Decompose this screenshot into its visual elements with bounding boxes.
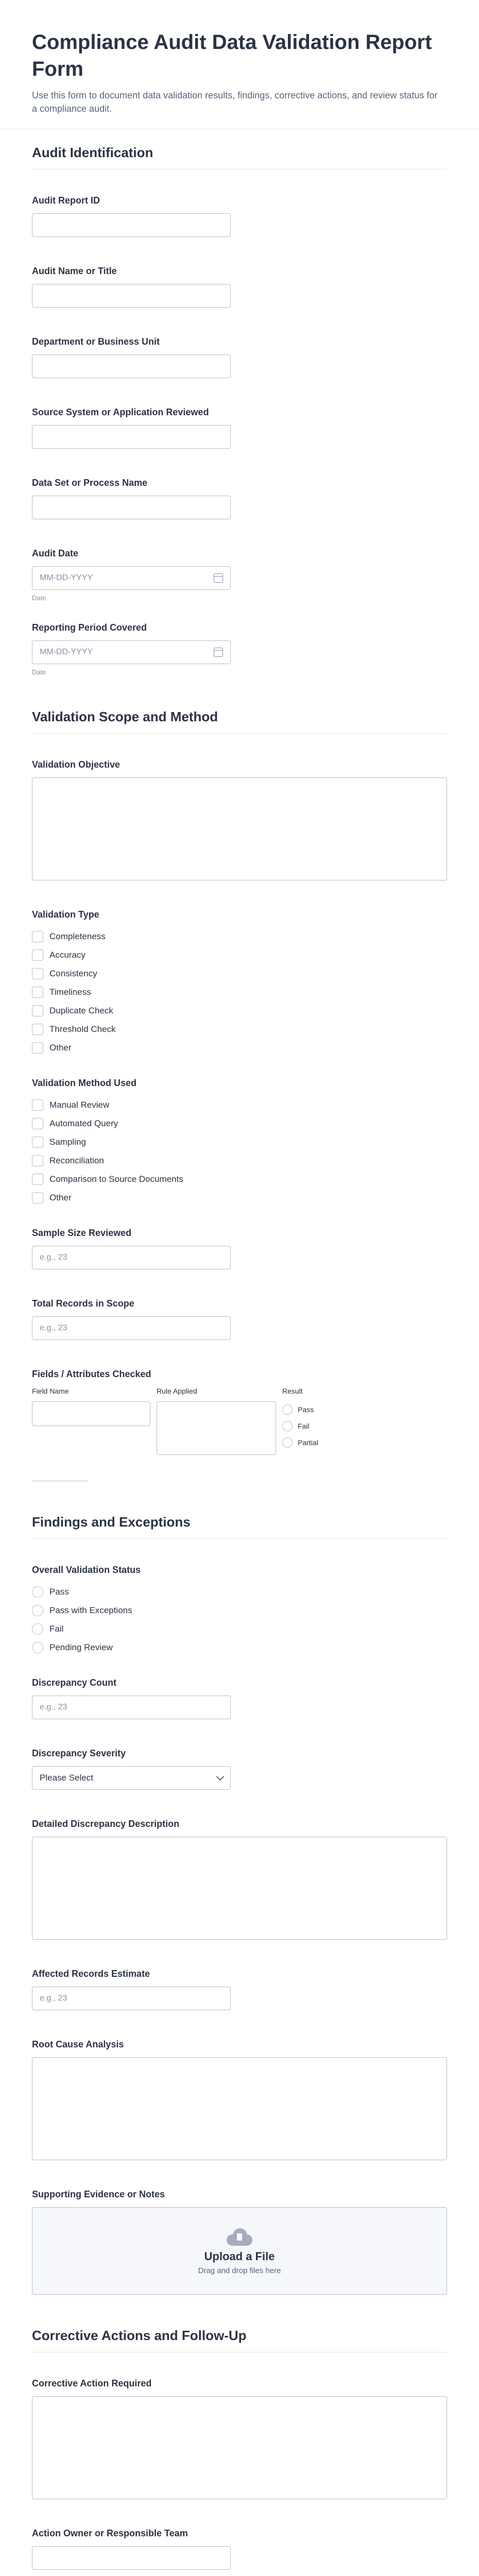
- affected-records-input[interactable]: [32, 1987, 231, 2010]
- field-label: Action Owner or Responsible Team: [32, 2528, 188, 2538]
- checkbox[interactable]: [32, 1174, 43, 1185]
- total-records-input[interactable]: [32, 1316, 231, 1340]
- input-placeholder: e.g., 23: [40, 1703, 67, 1711]
- objective-textarea[interactable]: [32, 777, 447, 880]
- discrepancy-count-input[interactable]: [32, 1696, 231, 1719]
- option-label: Sampling: [49, 1137, 86, 1147]
- owner-input[interactable]: [32, 2546, 231, 2570]
- validation-type-option[interactable]: [32, 927, 447, 946]
- audit-date-input[interactable]: [32, 566, 231, 590]
- option-label: Completeness: [49, 931, 106, 941]
- checkbox[interactable]: [32, 1155, 43, 1166]
- checkbox[interactable]: [32, 968, 43, 979]
- field-label: Total Records in Scope: [32, 1298, 134, 1309]
- action-required-textarea[interactable]: [32, 2396, 447, 2499]
- option-label: Other: [49, 1193, 72, 1202]
- fields-checked-table: [32, 1387, 447, 1455]
- radio[interactable]: [282, 1404, 293, 1415]
- file-upload-dropzone[interactable]: [32, 2207, 447, 2295]
- method-option[interactable]: [32, 1170, 447, 1189]
- option-label: Pass: [298, 1405, 314, 1414]
- affected-records-field: [32, 1969, 447, 2010]
- department-field: [32, 336, 447, 378]
- field-label: Validation Objective: [32, 759, 121, 770]
- method-option[interactable]: [32, 1189, 447, 1207]
- calendar-icon[interactable]: [214, 573, 223, 583]
- result-option[interactable]: [282, 1418, 318, 1434]
- date-sublabel: Date: [32, 594, 46, 602]
- severity-field: [32, 1748, 447, 1790]
- checkbox[interactable]: [32, 1099, 43, 1111]
- section-title: Validation Scope and Method: [32, 693, 447, 734]
- evidence-field: [32, 2189, 447, 2295]
- option-label: Threshold Check: [49, 1024, 116, 1034]
- discrepancy-description-textarea[interactable]: [32, 1837, 447, 1940]
- method-option[interactable]: [32, 1151, 447, 1170]
- option-label: Comparison to Source Documents: [49, 1174, 183, 1184]
- section-title: Audit Identification: [32, 129, 447, 170]
- column-header: Result: [282, 1387, 303, 1395]
- root-cause-field: [32, 2039, 447, 2160]
- radio[interactable]: [282, 1421, 293, 1431]
- action-required-field: [32, 2378, 447, 2499]
- column-header: Field Name: [32, 1387, 69, 1395]
- checkbox[interactable]: [32, 1024, 43, 1035]
- checkbox[interactable]: [32, 1042, 43, 1054]
- section-findings: [0, 1499, 479, 2295]
- source-system-input[interactable]: [32, 425, 231, 449]
- input-placeholder: e.g., 23: [40, 1253, 67, 1262]
- field-label: Sample Size Reviewed: [32, 1228, 132, 1238]
- checkbox[interactable]: [32, 1005, 43, 1016]
- chevron-down-icon: [216, 1773, 225, 1781]
- calendar-icon[interactable]: [214, 648, 223, 657]
- reporting-period-field: [32, 622, 447, 676]
- discrepancy-count-field: [32, 1677, 447, 1719]
- option-label: Fail: [49, 1624, 64, 1634]
- upload-subtitle: Drag and drop files here: [198, 2266, 281, 2275]
- option-label: Pending Review: [49, 1642, 113, 1652]
- checkbox[interactable]: [32, 950, 43, 961]
- field-label: Discrepancy Count: [32, 1677, 117, 1688]
- data-set-field: [32, 478, 447, 519]
- column-header: Rule Applied: [157, 1387, 197, 1395]
- option-label: Other: [49, 1043, 72, 1053]
- method-option[interactable]: [32, 1133, 447, 1151]
- option-label: Manual Review: [49, 1100, 110, 1110]
- discrepancy-description-field: [32, 1819, 447, 1940]
- audit-report-id-input[interactable]: [32, 213, 231, 237]
- root-cause-textarea[interactable]: [32, 2057, 447, 2160]
- option-label: Partial: [298, 1438, 318, 1447]
- audit-report-id-field: [32, 195, 447, 237]
- field-label: Audit Date: [32, 548, 78, 558]
- checkbox[interactable]: [32, 1118, 43, 1129]
- field-label: Audit Name or Title: [32, 266, 117, 276]
- radio[interactable]: [32, 1586, 43, 1598]
- option-label: Fail: [298, 1422, 310, 1430]
- field-label: Validation Type: [32, 909, 99, 920]
- validation-type-option[interactable]: [32, 1002, 447, 1020]
- option-label: Accuracy: [49, 950, 85, 960]
- form-title: Compliance Audit Data Validation Report Form: [32, 31, 432, 80]
- validation-type-option[interactable]: [32, 983, 447, 1002]
- option-label: Automated Query: [49, 1118, 118, 1128]
- audit-name-field: [32, 266, 447, 308]
- validation-type-option[interactable]: [32, 946, 447, 964]
- option-label: Duplicate Check: [49, 1006, 113, 1015]
- select-value: Please Select: [40, 1773, 93, 1783]
- department-input[interactable]: [32, 354, 231, 378]
- field-label: Root Cause Analysis: [32, 2039, 124, 2049]
- field-label: Source System or Application Reviewed: [32, 407, 209, 417]
- overall-status-field: [32, 1565, 447, 1657]
- radio[interactable]: [282, 1437, 293, 1448]
- owner-field: [32, 2528, 447, 2570]
- method-field: [32, 1078, 447, 1207]
- section-title: Findings and Exceptions: [32, 1499, 447, 1539]
- section-corrective-actions: [0, 2312, 479, 2576]
- source-system-field: [32, 407, 447, 449]
- validation-type-option[interactable]: [32, 1039, 447, 1057]
- option-label: Timeliness: [49, 987, 91, 997]
- section-audit-identification: [0, 129, 479, 676]
- field-label: Reporting Period Covered: [32, 622, 147, 633]
- checkbox[interactable]: [32, 1137, 43, 1148]
- result-column: [282, 1387, 318, 1455]
- option-label: Consistency: [49, 969, 97, 978]
- date-sublabel: Date: [32, 668, 46, 676]
- option-label: Reconciliation: [49, 1156, 104, 1165]
- field-label: Audit Report ID: [32, 195, 100, 206]
- status-option[interactable]: [32, 1583, 447, 1601]
- field-label: Department or Business Unit: [32, 336, 160, 347]
- sample-size-field: [32, 1228, 447, 1269]
- input-placeholder: e.g., 23: [40, 1994, 67, 2003]
- total-records-field: [32, 1298, 447, 1340]
- field-label: Supporting Evidence or Notes: [32, 2189, 165, 2199]
- checkbox[interactable]: [32, 931, 43, 942]
- objective-field: [32, 759, 447, 880]
- field-label: Data Set or Process Name: [32, 478, 148, 488]
- validation-type-option[interactable]: [32, 964, 447, 983]
- date-placeholder: MM-DD-YYYY: [40, 573, 93, 582]
- field-label: Corrective Action Required: [32, 2378, 152, 2388]
- data-set-input[interactable]: [32, 496, 231, 519]
- audit-name-input[interactable]: [32, 284, 231, 308]
- radio[interactable]: [32, 1623, 43, 1635]
- field-label: Fields / Attributes Checked: [32, 1369, 151, 1379]
- date-placeholder: MM-DD-YYYY: [40, 648, 93, 656]
- fields-checked-field: [32, 1369, 447, 1481]
- cloud-upload-icon: [225, 2227, 254, 2245]
- checkbox[interactable]: [32, 987, 43, 998]
- section-title: Corrective Actions and Follow-Up: [32, 2312, 447, 2352]
- upload-title: Upload a File: [204, 2249, 275, 2263]
- reporting-period-input[interactable]: [32, 640, 231, 664]
- rule-applied-column: [157, 1387, 276, 1455]
- radio[interactable]: [32, 1642, 43, 1653]
- rule-applied-textarea[interactable]: [157, 1401, 276, 1455]
- method-option[interactable]: [32, 1096, 447, 1114]
- form-description: Use this form to document data validation results, findings, corrective actions, and review status for a compliance audit.: [32, 90, 438, 114]
- sample-size-input[interactable]: [32, 1246, 231, 1269]
- field-label: Detailed Discrepancy Description: [32, 1819, 180, 1829]
- audit-date-field: [32, 548, 447, 602]
- status-option[interactable]: [32, 1601, 447, 1620]
- validation-type-option[interactable]: [32, 1020, 447, 1039]
- field-label: Validation Method Used: [32, 1078, 137, 1088]
- input-placeholder: e.g., 23: [40, 1324, 67, 1332]
- field-name-input[interactable]: [32, 1401, 150, 1426]
- result-option[interactable]: [282, 1434, 318, 1451]
- result-option[interactable]: [282, 1401, 318, 1418]
- option-label: Pass with Exceptions: [49, 1605, 132, 1615]
- status-option[interactable]: [32, 1638, 447, 1657]
- field-label: Discrepancy Severity: [32, 1748, 126, 1758]
- form-header: [0, 0, 479, 129]
- section-validation-scope: [0, 693, 479, 1481]
- severity-select[interactable]: [32, 1766, 231, 1790]
- field-label: Affected Records Estimate: [32, 1969, 150, 1979]
- validation-type-field: [32, 909, 447, 1057]
- option-label: Pass: [49, 1587, 69, 1597]
- status-option[interactable]: [32, 1620, 447, 1638]
- field-label: Overall Validation Status: [32, 1565, 141, 1575]
- radio[interactable]: [32, 1605, 43, 1616]
- method-option[interactable]: [32, 1114, 447, 1133]
- field-name-column: [32, 1387, 150, 1455]
- checkbox[interactable]: [32, 1192, 43, 1204]
